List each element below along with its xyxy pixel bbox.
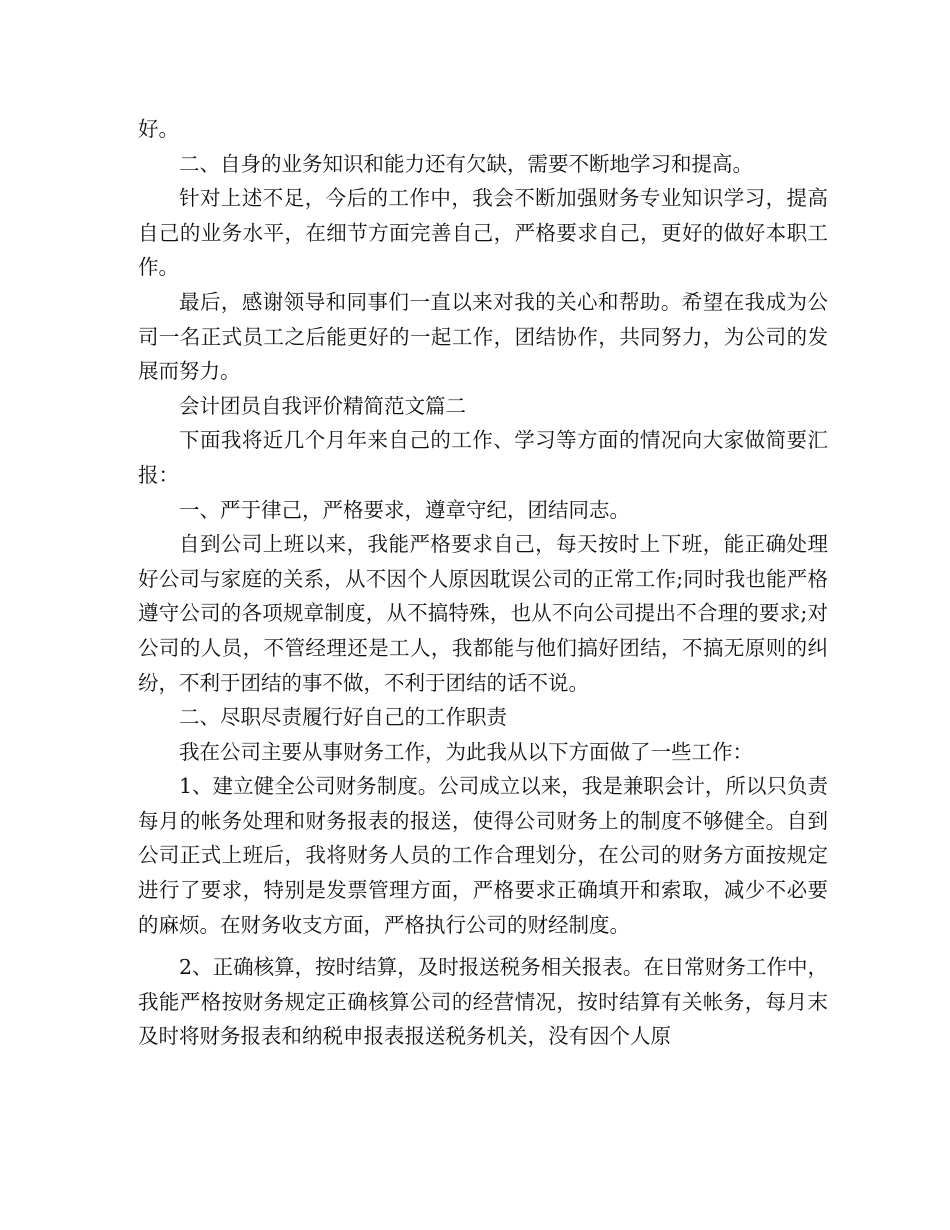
paragraph: 最后，感谢领导和同事们一直以来对我的关心和帮助。希望在我成为公司一名正式员工之后能更好的一起工作，团结协作，共同努力，为公司的发展而努力。 bbox=[138, 289, 828, 384]
paragraph: 自到公司上班以来，我能严格要求自己，每天按时上下班，能正确处理好公司与家庭的关系，从不因个人原因耽误公司的正常工作;同时我也能严格遵守公司的各项规章制度，从不搞特殊，也从不向公司提出不合理的要求;对公司的人员，不管经理还是工人，我都能与他们搞好团结，不搞无原则的纠纷，不利于团结的事不做，不利于团结的话不说。 bbox=[138, 532, 828, 695]
paragraph: 我在公司主要从事财务工作，为此我从以下方面做了一些工作： bbox=[179, 739, 753, 764]
paragraph: 下面我将近几个月年来自己的工作、学习等方面的情况向大家做简要汇报： bbox=[138, 428, 828, 487]
document-body bbox=[138, 112, 828, 1054]
paragraph: 会计团员自我评价精简范文篇二 bbox=[179, 393, 466, 418]
paragraph: 二、自身的业务知识和能力还有欠缺，需要不断地学习和提高。 bbox=[179, 151, 753, 176]
paragraph: 二、尽职尽责履行好自己的工作职责 bbox=[179, 705, 507, 730]
paragraph: 针对上述不足，今后的工作中，我会不断加强财务专业知识学习，提高自己的业务水平，在细节方面完善自己，严格要求自己，更好的做好本职工作。 bbox=[138, 186, 828, 280]
paragraph: 2、正确核算，按时结算，及时报送税务相关报表。在日常财务工作中，我能严格按财务规定正确核算公司的经营情况，按时结算有关帐务，每月末及时将财务报表和纳税申报表报送税务机关，没有因个人原 bbox=[138, 955, 828, 1049]
paragraph: 一、严于律己，严格要求，遵章守纪，团结同志。 bbox=[179, 497, 630, 522]
paragraph: 好。 bbox=[138, 117, 179, 141]
paragraph: 1、建立健全公司财务制度。公司成立以来，我是兼职会计，所以只负责每月的帐务处理和财务报表的报送，使得公司财务上的制度不够健全。自到公司正式上班后，我将财务人员的工作合理划分，在公司的财务方面按规定进行了要求，特别是发票管理方面，严格要求正确填开和索取，减少不必要的麻烦。在财务收支方面，严格执行公司的财经制度。 bbox=[138, 774, 828, 937]
